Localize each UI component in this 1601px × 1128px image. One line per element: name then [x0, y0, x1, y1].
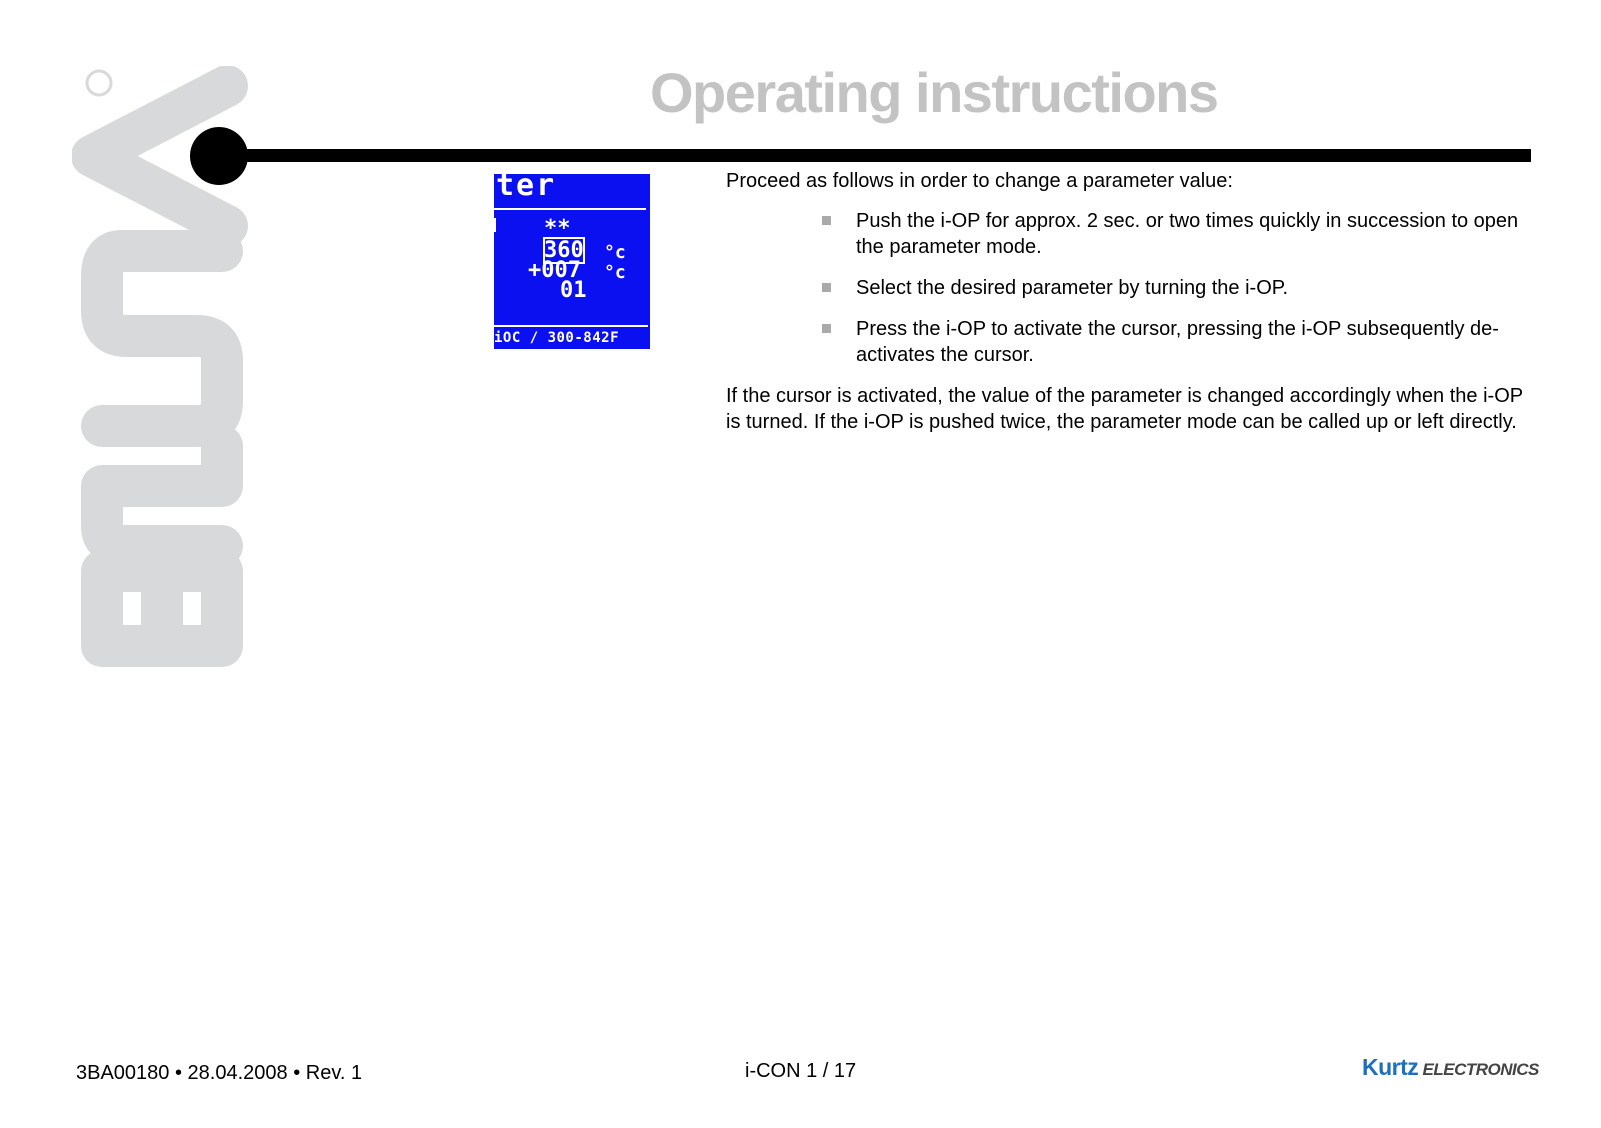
square-bullet-icon	[822, 216, 831, 225]
registered-mark-icon	[87, 71, 111, 95]
lcd-value-index: 01	[560, 278, 587, 303]
electronics-wordmark: ELECTRONICS	[1422, 1060, 1539, 1079]
lcd-edge-mark	[494, 218, 496, 232]
lcd-unit: °c	[604, 262, 626, 283]
lcd-title: ter	[496, 174, 557, 203]
list-item: Select the desired parameter by turning the i-OP.	[856, 275, 1531, 301]
lcd-unit: °c	[604, 242, 626, 263]
lcd-asterisks: **	[544, 216, 571, 241]
lcd-separator	[494, 208, 646, 210]
kurtz-wordmark: Kurtz	[1362, 1054, 1419, 1080]
closing-text: If the cursor is activated, the value of the parameter is changed accordingly when the i-OP is turned. If the i-OP is pushed twice, the parameter mode can be called up or left directly.	[726, 385, 1523, 433]
instructions	[726, 168, 1531, 435]
square-bullet-icon	[822, 324, 831, 333]
list-item: Press the i-OP to activate the cursor, pressing the i-OP subsequently de-activates the cursor.	[856, 316, 1531, 368]
page-number: i-CON 1 / 17	[745, 1060, 857, 1082]
lcd-footer: iOC / 300-842F	[494, 325, 648, 349]
document-reference: 3BA00180 • 28.04.2008 • Rev. 1	[76, 1062, 363, 1084]
lcd-display-image	[494, 174, 650, 349]
steps-list	[726, 208, 1531, 368]
square-bullet-icon	[822, 283, 831, 292]
page-title: Operating instructions	[650, 61, 1218, 124]
intro-text: Proceed as follows in order to change a parameter value:	[726, 170, 1233, 192]
kurtz-electronics-logo	[1362, 1054, 1539, 1081]
lcd-cursor-value: 360	[544, 238, 584, 263]
list-item: Push the i-OP for approx. 2 sec. or two times quickly in succession to open the parameter mode.	[856, 208, 1531, 260]
lcd-value-offset: +007	[528, 258, 581, 283]
header-rule	[235, 149, 1531, 162]
